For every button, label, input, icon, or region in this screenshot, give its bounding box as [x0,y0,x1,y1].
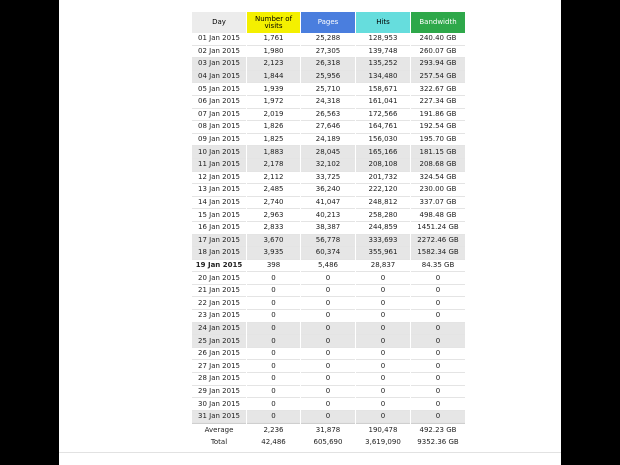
cell-day: 20 Jan 2015 [192,272,246,285]
cell-bandwidth: 181.15 GB [411,146,465,159]
table-row [192,121,465,134]
cell-hits: 355,961 [356,247,410,260]
cell-pages: 25,956 [301,71,355,84]
table-row [192,323,465,336]
table-row [192,33,465,46]
cell-pages: 0 [301,360,355,373]
cell-pages: 27,646 [301,121,355,134]
total-hits: 3,619,090 [365,437,401,446]
cell-day: 19 Jan 2015 [192,260,246,273]
cell-pages: 0 [301,297,355,310]
cell-bandwidth: 1582.34 GB [411,247,465,260]
cell-day: 17 Jan 2015 [192,235,246,248]
table-header-row [192,12,465,33]
cell-bandwidth: 0 [411,272,465,285]
cell-hits: 201,732 [356,172,410,185]
table-row [192,398,465,411]
cell-bandwidth: 293.94 GB [411,58,465,71]
cell-visits: 3,935 [247,247,300,260]
cell-bandwidth: 0 [411,335,465,348]
cell-bandwidth: 0 [411,373,465,386]
cell-day: 29 Jan 2015 [192,386,246,399]
cell-pages: 25,710 [301,83,355,96]
table-row [192,272,465,285]
table-row [192,235,465,248]
cell-pages: 27,305 [301,46,355,59]
cell-pages: 0 [301,348,355,361]
divider [59,452,561,453]
cell-bandwidth: 1451.24 GB [411,222,465,235]
cell-visits: 0 [247,323,300,336]
cell-hits: 165,166 [356,146,410,159]
cell-pages: 0 [301,335,355,348]
cell-bandwidth: 260.07 GB [411,46,465,59]
cell-pages: 38,387 [301,222,355,235]
cell-pages: 33,725 [301,172,355,185]
cell-pages: 36,240 [301,184,355,197]
table-row [192,146,465,159]
cell-hits: 0 [356,398,410,411]
cell-visits: 2,112 [247,172,300,185]
average-label: Average [192,423,246,436]
cell-visits: 0 [247,272,300,285]
header-pages: Pages [301,12,355,33]
cell-day: 28 Jan 2015 [192,373,246,386]
cell-hits: 139,748 [356,46,410,59]
cell-bandwidth: 191.86 GB [411,109,465,122]
cell-pages: 24,318 [301,96,355,109]
cell-day: 06 Jan 2015 [192,96,246,109]
header-bandwidth: Bandwidth [411,12,465,33]
cell-pages: 5,486 [301,260,355,273]
table-row [192,83,465,96]
cell-hits: 333,693 [356,235,410,248]
cell-visits: 1,972 [247,96,300,109]
header-visits: Number of visits [247,12,300,33]
cell-hits: 244,859 [356,222,410,235]
cell-day: 21 Jan 2015 [192,285,246,298]
cell-hits: 156,030 [356,134,410,147]
table-row [192,260,465,273]
cell-pages: 0 [301,272,355,285]
cell-visits: 2,740 [247,197,300,210]
table-row [192,411,465,424]
table-row [192,348,465,361]
cell-hits: 135,252 [356,58,410,71]
cell-day: 25 Jan 2015 [192,335,246,348]
cell-visits: 3,670 [247,235,300,248]
cell-hits: 134,480 [356,71,410,84]
table-row [192,109,465,122]
cell-visits: 2,833 [247,222,300,235]
cell-hits: 158,671 [356,83,410,96]
cell-bandwidth: 322.67 GB [411,83,465,96]
page-content [59,0,561,465]
cell-visits: 1,939 [247,83,300,96]
table-row [192,297,465,310]
cell-bandwidth: 257.54 GB [411,71,465,84]
total-label: Total [210,437,228,446]
cell-visits: 0 [247,285,300,298]
cell-hits: 0 [356,272,410,285]
cell-day: 01 Jan 2015 [192,33,246,46]
cell-bandwidth: 0 [411,310,465,323]
cell-visits: 0 [247,297,300,310]
table-row [192,209,465,222]
cell-visits: 0 [247,386,300,399]
table-row [192,360,465,373]
table-row [192,71,465,84]
average-row [192,423,465,436]
cell-pages: 0 [301,411,355,424]
table-row [192,247,465,260]
cell-day: 02 Jan 2015 [192,46,246,59]
cell-bandwidth: 227.34 GB [411,96,465,109]
cell-hits: 0 [356,285,410,298]
cell-pages: 0 [301,323,355,336]
cell-day: 10 Jan 2015 [192,146,246,159]
cell-bandwidth: 324.54 GB [411,172,465,185]
cell-hits: 0 [356,411,410,424]
cell-bandwidth: 0 [411,348,465,361]
cell-day: 13 Jan 2015 [192,184,246,197]
cell-visits: 1,980 [247,46,300,59]
cell-day: 26 Jan 2015 [192,348,246,361]
table-row [192,386,465,399]
table-row [192,373,465,386]
cell-day: 23 Jan 2015 [192,310,246,323]
cell-hits: 222,120 [356,184,410,197]
cell-visits: 0 [247,348,300,361]
cell-bandwidth: 0 [411,297,465,310]
cell-pages: 28,045 [301,146,355,159]
cell-day: 30 Jan 2015 [192,398,246,411]
total-bandwidth: 9352.36 GB [417,437,459,446]
cell-hits: 28,837 [356,260,410,273]
cell-day: 18 Jan 2015 [192,247,246,260]
cell-pages: 60,374 [301,247,355,260]
cell-day: 12 Jan 2015 [192,172,246,185]
cell-hits: 164,761 [356,121,410,134]
average-pages: 31,878 [301,423,355,436]
cell-bandwidth: 0 [411,386,465,399]
cell-pages: 0 [301,386,355,399]
cell-pages: 0 [301,398,355,411]
cell-bandwidth: 192.54 GB [411,121,465,134]
cell-day: 11 Jan 2015 [192,159,246,172]
cell-pages: 0 [301,310,355,323]
table-row [192,285,465,298]
cell-day: 24 Jan 2015 [192,323,246,336]
cell-visits: 1,883 [247,146,300,159]
cell-visits: 0 [247,360,300,373]
cell-hits: 248,812 [356,197,410,210]
table-row [192,159,465,172]
cell-day: 16 Jan 2015 [192,222,246,235]
cell-pages: 0 [301,285,355,298]
cell-visits: 2,963 [247,209,300,222]
cell-hits: 0 [356,310,410,323]
cell-visits: 1,761 [247,33,300,46]
cell-pages: 25,288 [301,33,355,46]
cell-day: 07 Jan 2015 [192,109,246,122]
cell-bandwidth: 195.70 GB [411,134,465,147]
cell-bandwidth: 0 [411,398,465,411]
cell-day: 22 Jan 2015 [192,297,246,310]
cell-visits: 0 [247,373,300,386]
table-row [192,222,465,235]
cell-hits: 0 [356,373,410,386]
cell-bandwidth: 240.40 GB [411,33,465,46]
cell-bandwidth: 208.68 GB [411,159,465,172]
table-row [192,335,465,348]
cell-day: 04 Jan 2015 [192,71,246,84]
table-row [192,134,465,147]
cell-day: 15 Jan 2015 [192,209,246,222]
cell-visits: 1,844 [247,71,300,84]
cell-bandwidth: 0 [411,323,465,336]
cell-bandwidth: 0 [411,411,465,424]
table-row [192,46,465,59]
cell-visits: 0 [247,310,300,323]
cell-hits: 0 [356,348,410,361]
header-day: Day [192,12,246,33]
cell-day: 08 Jan 2015 [192,121,246,134]
cell-visits: 0 [247,411,300,424]
header-hits: Hits [356,12,410,33]
total-row [192,436,465,448]
table-row [192,197,465,210]
cell-pages: 56,778 [301,235,355,248]
cell-hits: 0 [356,297,410,310]
cell-pages: 41,047 [301,197,355,210]
cell-pages: 40,213 [301,209,355,222]
table-row [192,96,465,109]
cell-hits: 161,041 [356,96,410,109]
cell-visits: 0 [247,398,300,411]
cell-day: 27 Jan 2015 [192,360,246,373]
cell-day: 03 Jan 2015 [192,58,246,71]
cell-day: 31 Jan 2015 [192,411,246,424]
cell-day: 09 Jan 2015 [192,134,246,147]
cell-hits: 208,108 [356,159,410,172]
cell-visits: 2,123 [247,58,300,71]
cell-pages: 26,563 [301,109,355,122]
table-row [192,310,465,323]
cell-pages: 0 [301,373,355,386]
cell-day: 05 Jan 2015 [192,83,246,96]
cell-bandwidth: 84.35 GB [411,260,465,273]
table-row [192,172,465,185]
cell-visits: 2,485 [247,184,300,197]
cell-visits: 0 [247,335,300,348]
table-row [192,58,465,71]
total-visits: 42,486 [261,437,286,446]
cell-hits: 0 [356,323,410,336]
cell-bandwidth: 337.07 GB [411,197,465,210]
total-pages: 605,690 [313,437,343,446]
table-body [192,33,465,423]
table-row [192,184,465,197]
cell-bandwidth: 498.48 GB [411,209,465,222]
daily-stats-table [191,12,466,448]
average-bandwidth: 492.23 GB [411,423,465,436]
cell-hits: 172,566 [356,109,410,122]
cell-visits: 2,178 [247,159,300,172]
cell-pages: 26,318 [301,58,355,71]
average-visits: 2,236 [247,423,300,436]
cell-bandwidth: 2272.46 GB [411,235,465,248]
cell-visits: 1,826 [247,121,300,134]
cell-hits: 258,280 [356,209,410,222]
cell-pages: 24,189 [301,134,355,147]
cell-visits: 2,019 [247,109,300,122]
cell-day: 14 Jan 2015 [192,197,246,210]
cell-hits: 0 [356,360,410,373]
cell-visits: 398 [247,260,300,273]
cell-visits: 1,825 [247,134,300,147]
cell-bandwidth: 0 [411,360,465,373]
cell-bandwidth: 230.00 GB [411,184,465,197]
cell-hits: 128,953 [356,33,410,46]
cell-pages: 32,102 [301,159,355,172]
cell-hits: 0 [356,335,410,348]
average-hits: 190,478 [356,423,410,436]
cell-bandwidth: 0 [411,285,465,298]
cell-hits: 0 [356,386,410,399]
